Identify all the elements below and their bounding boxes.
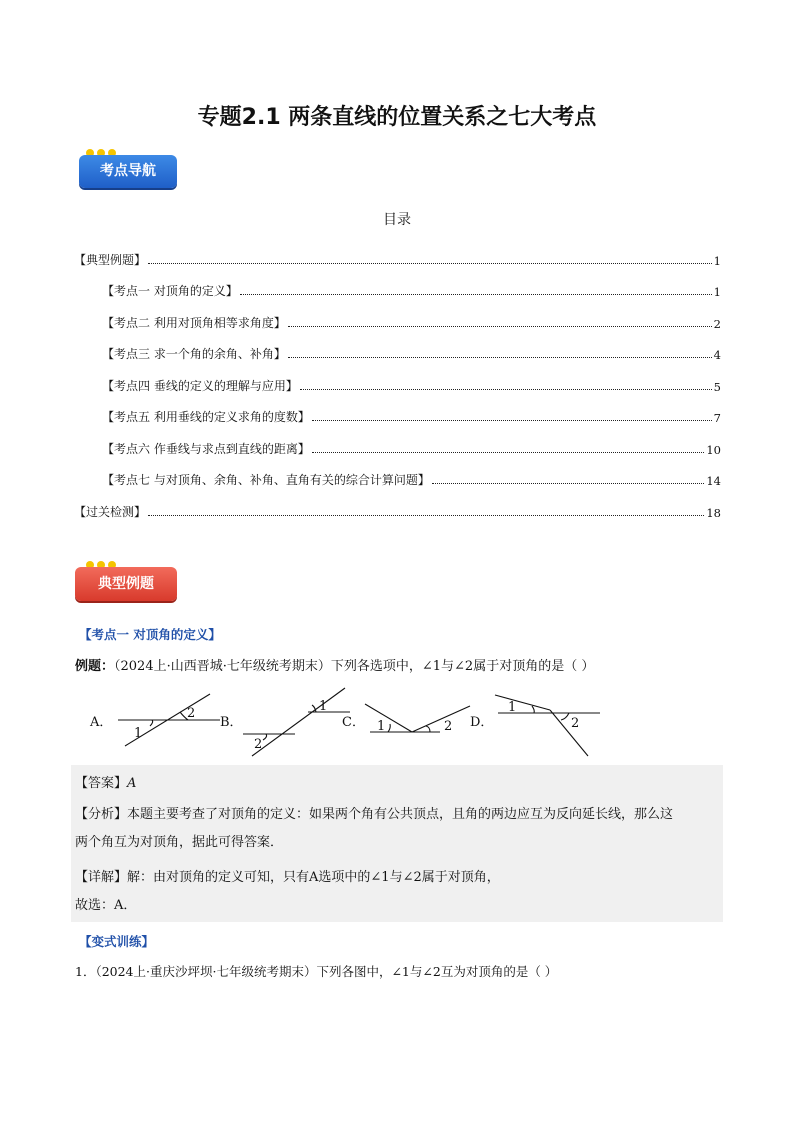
- analysis-line: 【分析】本题主要考查了对顶角的定义：如果两个角有公共顶点，且角的两边应互为反向延长线，那么这: [75, 807, 674, 822]
- angle-2-label: 2: [254, 737, 263, 752]
- section-heading: 【考点一 对顶角的定义】: [79, 627, 221, 642]
- answer-box: [71, 765, 723, 922]
- angle-figures: [80, 686, 610, 761]
- toc-row[interactable]: 【典型例题】 1: [74, 252, 721, 268]
- option-a-label: A．: [90, 715, 113, 730]
- option-b-label: B．: [220, 715, 243, 730]
- answer-line: 【答案】A: [75, 776, 137, 791]
- angle-1-label: 1: [319, 699, 328, 714]
- nav-badge: 考点导航: [79, 155, 177, 188]
- toc-row[interactable]: 【考点三 求一个角的余角、补角】 4: [102, 347, 721, 362]
- toc-row[interactable]: 【考点七 与对顶角、余角、补角、直角有关的综合计算问题】 14: [102, 473, 721, 488]
- example-question: [75, 655, 594, 674]
- angle-2-label: 2: [444, 719, 453, 734]
- toc-row[interactable]: 【考点二 利用对顶角相等求角度】 2: [102, 315, 721, 331]
- detail-line: 【详解】解：由对顶角的定义可知，只有A选项中的∠1与∠2属于对顶角，: [75, 870, 500, 885]
- toc-row[interactable]: 【过关检测】 18: [74, 504, 721, 520]
- angle-2-label: 2: [187, 706, 196, 721]
- conclusion-line: 故选：A．: [75, 898, 137, 913]
- angle-1-label: 1: [508, 700, 517, 715]
- toc-row[interactable]: 【考点四 垂线的定义的理解与应用】 5: [102, 378, 721, 394]
- table-of-contents: [74, 236, 721, 520]
- angle-2-label: 2: [571, 716, 580, 731]
- analysis-line-2: 两个角互为对顶角，据此可得答案．: [75, 835, 284, 850]
- angle-1-label: 1: [377, 719, 386, 734]
- examples-badge: 典型例题: [75, 567, 177, 601]
- option-d-label: D．: [470, 715, 494, 730]
- option-c-label: C．: [342, 715, 365, 730]
- example-text: （2024上·山西晋城·七年级统考期末）下列各选项中，∠1与∠2属于对顶角的是（ ）: [114, 659, 595, 674]
- angle-1-label: 1: [134, 726, 143, 741]
- toc-row[interactable]: 【考点五 利用垂线的定义求角的度数】 7: [102, 410, 721, 425]
- toc-row[interactable]: 【考点一 对顶角的定义】 1: [102, 284, 721, 299]
- example-lead: 例题：: [75, 659, 115, 674]
- toc-heading: 目录: [383, 212, 411, 228]
- variant-heading: 【变式训练】: [79, 934, 155, 949]
- question-1: 1．（2024上·重庆沙坪坝·七年级统考期末）下列各图中，∠1与∠2互为对顶角的是（ ）: [75, 964, 558, 979]
- toc-row[interactable]: 【考点六 作垂线与求点到直线的距离】 10: [102, 441, 721, 457]
- page-title: 专题2.1 两条直线的位置关系之七大考点: [197, 105, 597, 130]
